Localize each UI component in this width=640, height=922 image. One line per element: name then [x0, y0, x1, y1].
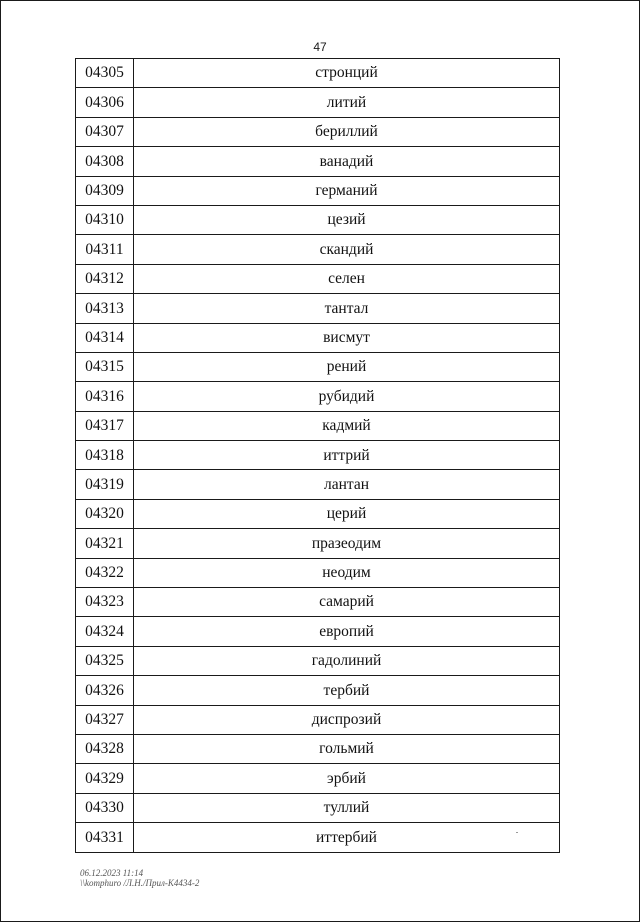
- table-row: [76, 323, 560, 352]
- element-name-cell: эрбий: [134, 764, 560, 793]
- element-code-cell: 04309: [76, 176, 134, 205]
- element-name-cell: иттербий: [134, 823, 560, 852]
- element-code-cell: 04328: [76, 734, 134, 763]
- element-name-cell: туллий: [134, 793, 560, 822]
- element-name-cell: германий: [134, 176, 560, 205]
- element-name-cell: самарий: [134, 588, 560, 617]
- table-row: [76, 88, 560, 117]
- element-name-cell: литий: [134, 88, 560, 117]
- element-name-cell: ванадий: [134, 147, 560, 176]
- table-row: [76, 823, 560, 852]
- element-name-cell: скандий: [134, 235, 560, 264]
- element-code-cell: 04305: [76, 59, 134, 88]
- element-name-cell: празеодим: [134, 529, 560, 558]
- element-code-cell: 04331: [76, 823, 134, 852]
- table-row: [76, 734, 560, 763]
- table-row: [76, 646, 560, 675]
- element-name-cell: бериллий: [134, 117, 560, 146]
- element-code-cell: 04315: [76, 352, 134, 381]
- footer-file-path: \\komphuro /Л.Н./Прил-К4434-2: [80, 878, 200, 888]
- element-name-cell: лантан: [134, 470, 560, 499]
- element-name-cell: диспрозий: [134, 705, 560, 734]
- element-name-cell: стронций: [134, 59, 560, 88]
- table-row: [76, 235, 560, 264]
- table-row: [76, 176, 560, 205]
- footer-timestamp: 06.12.2023 11:14: [80, 868, 144, 878]
- table-row: [76, 764, 560, 793]
- element-name-cell: цезий: [134, 205, 560, 234]
- table-row: [76, 470, 560, 499]
- document-footer: [80, 868, 199, 888]
- element-name-cell: церий: [134, 499, 560, 528]
- element-code-cell: 04306: [76, 88, 134, 117]
- element-name-cell: кадмий: [134, 411, 560, 440]
- element-name-cell: европий: [134, 617, 560, 646]
- element-code-cell: 04310: [76, 205, 134, 234]
- table-row: [76, 588, 560, 617]
- table-row: [76, 352, 560, 381]
- table-row: [76, 411, 560, 440]
- table-row: [76, 382, 560, 411]
- element-code-cell: 04314: [76, 323, 134, 352]
- element-name-cell: тербий: [134, 676, 560, 705]
- element-code-cell: 04330: [76, 793, 134, 822]
- table-row: [76, 499, 560, 528]
- table-row: [76, 793, 560, 822]
- page-number: 47: [313, 40, 327, 54]
- table-row: [76, 705, 560, 734]
- table-row: [76, 264, 560, 293]
- table-row: [76, 294, 560, 323]
- element-name-cell: селен: [134, 264, 560, 293]
- table-row: [76, 205, 560, 234]
- element-name-cell: неодим: [134, 558, 560, 587]
- table-row: [76, 676, 560, 705]
- element-code-cell: 04322: [76, 558, 134, 587]
- element-code-cell: 04323: [76, 588, 134, 617]
- element-name-cell: гадолиний: [134, 646, 560, 675]
- element-code-cell: 04329: [76, 764, 134, 793]
- element-name-cell: гольмий: [134, 734, 560, 763]
- element-code-cell: 04320: [76, 499, 134, 528]
- element-name-cell: рубидий: [134, 382, 560, 411]
- element-code-cell: 04312: [76, 264, 134, 293]
- table-row: [76, 59, 560, 88]
- element-code-cell: 04319: [76, 470, 134, 499]
- element-name-cell: рений: [134, 352, 560, 381]
- element-code-cell: 04318: [76, 441, 134, 470]
- elements-table-body: [76, 59, 560, 853]
- element-code-cell: 04316: [76, 382, 134, 411]
- table-row: [76, 441, 560, 470]
- element-code-cell: 04311: [76, 235, 134, 264]
- element-name-cell: висмут: [134, 323, 560, 352]
- table-row: [76, 529, 560, 558]
- element-code-cell: 04308: [76, 147, 134, 176]
- table-row: [76, 617, 560, 646]
- element-name-cell: тантал: [134, 294, 560, 323]
- scan-speck: [516, 832, 518, 833]
- element-code-cell: 04317: [76, 411, 134, 440]
- element-name-cell: иттрий: [134, 441, 560, 470]
- element-code-cell: 04327: [76, 705, 134, 734]
- element-code-cell: 04324: [76, 617, 134, 646]
- element-code-cell: 04326: [76, 676, 134, 705]
- element-code-cell: 04321: [76, 529, 134, 558]
- elements-table: [75, 58, 560, 853]
- element-code-cell: 04325: [76, 646, 134, 675]
- element-code-cell: 04313: [76, 294, 134, 323]
- table-row: [76, 117, 560, 146]
- element-code-cell: 04307: [76, 117, 134, 146]
- table-row: [76, 558, 560, 587]
- elements-table-container: [75, 58, 560, 853]
- table-row: [76, 147, 560, 176]
